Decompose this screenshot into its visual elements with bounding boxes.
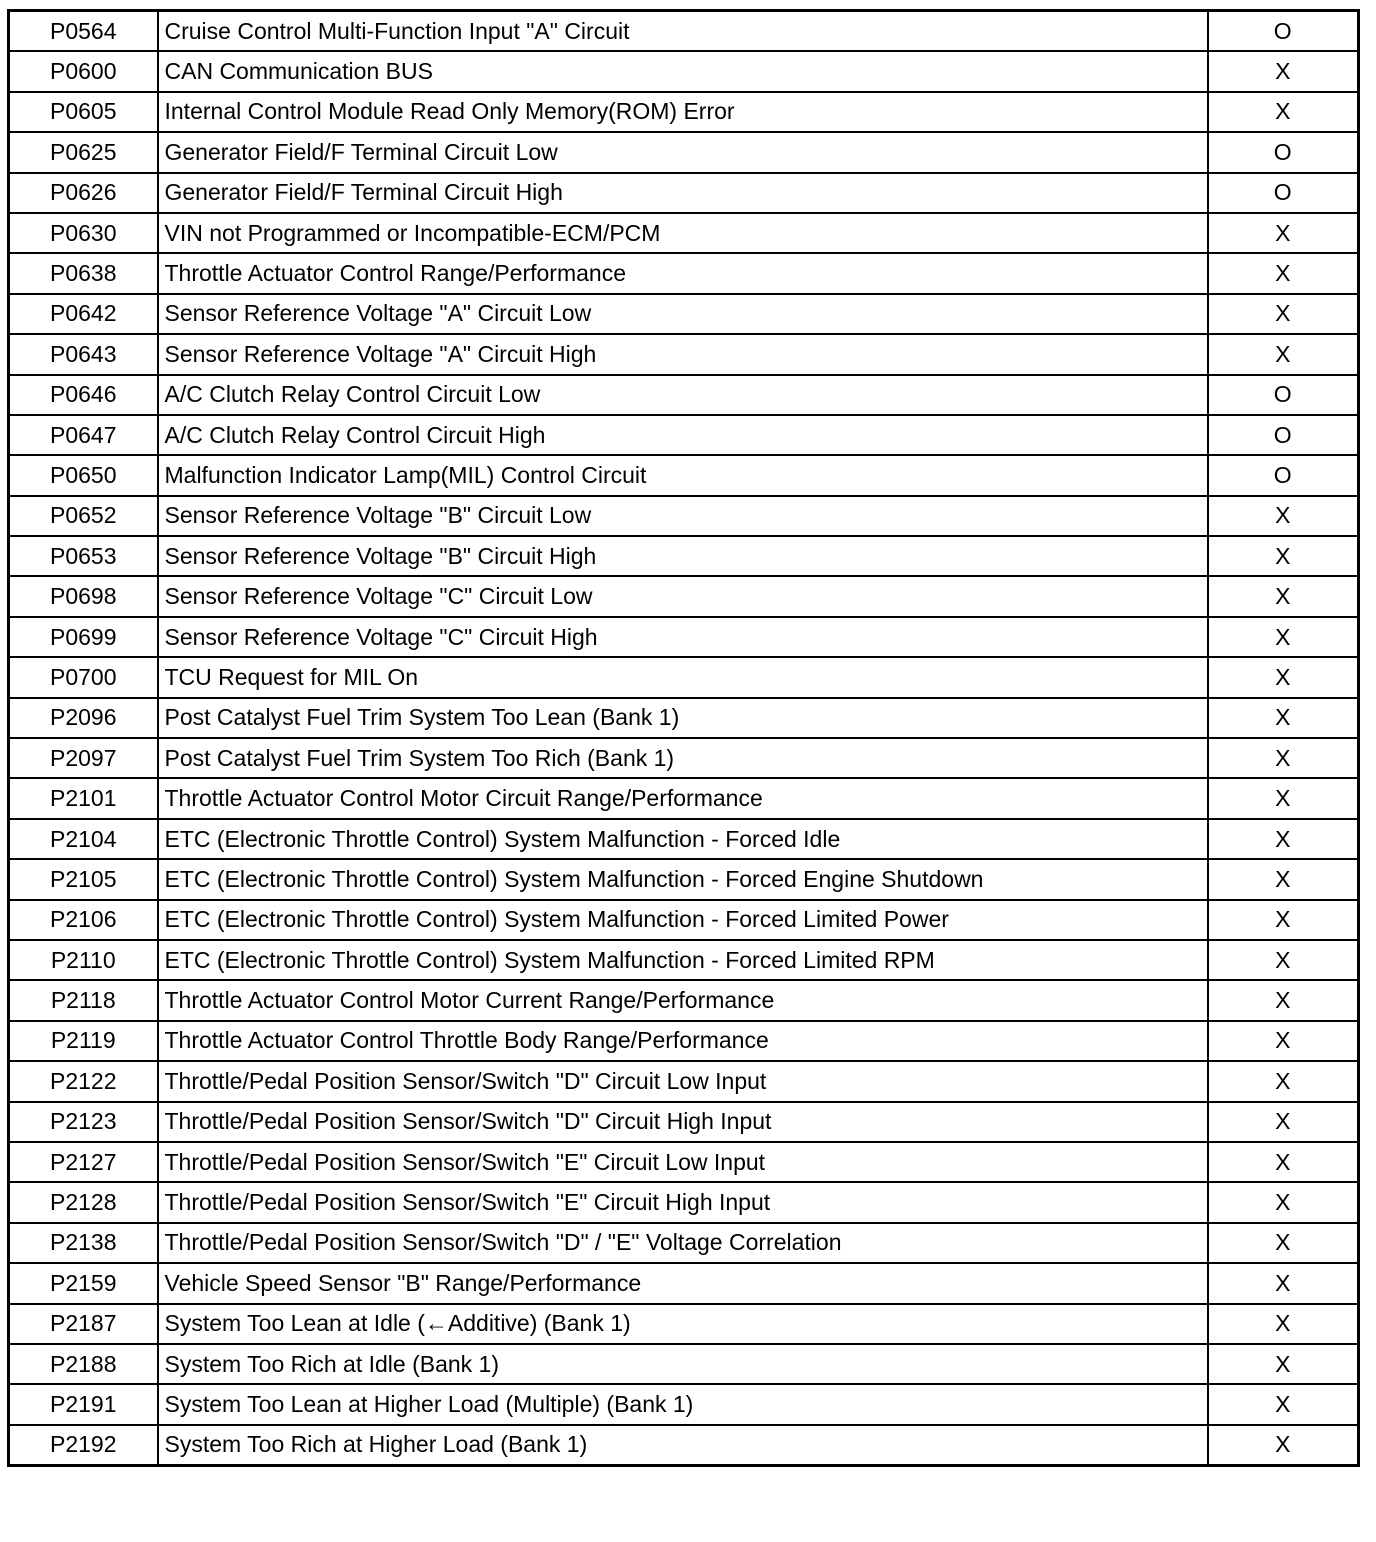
dtc-flag-cell: X bbox=[1208, 496, 1359, 536]
dtc-description-cell: Throttle/Pedal Position Sensor/Switch "D" / "E" Voltage Correlation bbox=[158, 1223, 1208, 1263]
dtc-flag-cell: X bbox=[1208, 1182, 1359, 1222]
dtc-flag-cell: O bbox=[1208, 173, 1359, 213]
table-row bbox=[9, 1102, 1359, 1142]
dtc-flag-cell: X bbox=[1208, 1021, 1359, 1061]
dtc-description-cell: ETC (Electronic Throttle Control) System Malfunction - Forced Limited Power bbox=[158, 900, 1208, 940]
dtc-flag-cell: O bbox=[1208, 375, 1359, 415]
table-row bbox=[9, 900, 1359, 940]
dtc-description-cell: CAN Communication BUS bbox=[158, 51, 1208, 91]
dtc-code-cell: P2105 bbox=[9, 859, 158, 899]
dtc-flag-cell: X bbox=[1208, 213, 1359, 253]
table-row bbox=[9, 698, 1359, 738]
dtc-description-cell: System Too Lean at Higher Load (Multiple) (Bank 1) bbox=[158, 1384, 1208, 1424]
dtc-code-cell: P0626 bbox=[9, 173, 158, 213]
dtc-description-cell: Throttle Actuator Control Motor Circuit Range/Performance bbox=[158, 778, 1208, 818]
dtc-code-cell: P0642 bbox=[9, 294, 158, 334]
table-row bbox=[9, 334, 1359, 374]
dtc-flag-cell: X bbox=[1208, 536, 1359, 576]
table-row bbox=[9, 738, 1359, 778]
dtc-code-cell: P0600 bbox=[9, 51, 158, 91]
dtc-code-cell: P2104 bbox=[9, 819, 158, 859]
dtc-code-cell: P2138 bbox=[9, 1223, 158, 1263]
table-row bbox=[9, 1142, 1359, 1182]
dtc-flag-cell: X bbox=[1208, 1223, 1359, 1263]
table-row bbox=[9, 1021, 1359, 1061]
dtc-code-cell: P2191 bbox=[9, 1384, 158, 1424]
dtc-description-cell: System Too Rich at Higher Load (Bank 1) bbox=[158, 1425, 1208, 1466]
dtc-code-cell: P2128 bbox=[9, 1182, 158, 1222]
table-row bbox=[9, 213, 1359, 253]
dtc-code-cell: P2101 bbox=[9, 778, 158, 818]
dtc-flag-cell: X bbox=[1208, 92, 1359, 132]
dtc-code-cell: P0625 bbox=[9, 132, 158, 172]
dtc-code-cell: P0638 bbox=[9, 253, 158, 293]
dtc-description-cell: VIN not Programmed or Incompatible-ECM/PCM bbox=[158, 213, 1208, 253]
dtc-code-cell: P2188 bbox=[9, 1344, 158, 1384]
dtc-flag-cell: X bbox=[1208, 1344, 1359, 1384]
dtc-code-cell: P2106 bbox=[9, 900, 158, 940]
dtc-description-cell: A/C Clutch Relay Control Circuit Low bbox=[158, 375, 1208, 415]
dtc-flag-cell: X bbox=[1208, 1263, 1359, 1303]
dtc-table bbox=[7, 9, 1360, 1467]
table-row bbox=[9, 415, 1359, 455]
dtc-flag-cell: X bbox=[1208, 253, 1359, 293]
dtc-description-cell: Sensor Reference Voltage "A" Circuit High bbox=[158, 334, 1208, 374]
dtc-flag-cell: X bbox=[1208, 738, 1359, 778]
dtc-flag-cell: X bbox=[1208, 576, 1359, 616]
dtc-description-cell: ETC (Electronic Throttle Control) System Malfunction - Forced Idle bbox=[158, 819, 1208, 859]
table-row bbox=[9, 1384, 1359, 1424]
dtc-code-cell: P2119 bbox=[9, 1021, 158, 1061]
table-row bbox=[9, 1425, 1359, 1466]
dtc-flag-cell: O bbox=[1208, 11, 1359, 52]
dtc-code-cell: P2118 bbox=[9, 980, 158, 1020]
dtc-description-cell: Post Catalyst Fuel Trim System Too Lean (Bank 1) bbox=[158, 698, 1208, 738]
dtc-description-cell: Generator Field/F Terminal Circuit High bbox=[158, 173, 1208, 213]
dtc-description-cell: Generator Field/F Terminal Circuit Low bbox=[158, 132, 1208, 172]
table-row bbox=[9, 375, 1359, 415]
dtc-description-cell: Sensor Reference Voltage "C" Circuit Low bbox=[158, 576, 1208, 616]
dtc-description-cell: Throttle/Pedal Position Sensor/Switch "D" Circuit Low Input bbox=[158, 1061, 1208, 1101]
dtc-description-cell: System Too Lean at Idle (←Additive) (Bank 1) bbox=[158, 1304, 1208, 1344]
table-row bbox=[9, 819, 1359, 859]
table-row bbox=[9, 294, 1359, 334]
dtc-description-cell: Sensor Reference Voltage "B" Circuit Low bbox=[158, 496, 1208, 536]
dtc-flag-cell: X bbox=[1208, 1425, 1359, 1466]
dtc-flag-cell: X bbox=[1208, 940, 1359, 980]
dtc-code-cell: P2192 bbox=[9, 1425, 158, 1466]
dtc-description-cell: ETC (Electronic Throttle Control) System Malfunction - Forced Limited RPM bbox=[158, 940, 1208, 980]
dtc-description-cell: Internal Control Module Read Only Memory(ROM) Error bbox=[158, 92, 1208, 132]
dtc-flag-cell: X bbox=[1208, 1142, 1359, 1182]
dtc-flag-cell: O bbox=[1208, 415, 1359, 455]
dtc-code-cell: P2097 bbox=[9, 738, 158, 778]
dtc-flag-cell: X bbox=[1208, 980, 1359, 1020]
dtc-description-cell: Sensor Reference Voltage "A" Circuit Low bbox=[158, 294, 1208, 334]
dtc-flag-cell: X bbox=[1208, 1102, 1359, 1142]
dtc-description-cell: System Too Rich at Idle (Bank 1) bbox=[158, 1344, 1208, 1384]
dtc-description-cell: Cruise Control Multi-Function Input "A" Circuit bbox=[158, 11, 1208, 52]
table-row bbox=[9, 455, 1359, 495]
table-row bbox=[9, 92, 1359, 132]
dtc-code-cell: P2159 bbox=[9, 1263, 158, 1303]
dtc-flag-cell: X bbox=[1208, 334, 1359, 374]
dtc-code-cell: P0605 bbox=[9, 92, 158, 132]
dtc-flag-cell: O bbox=[1208, 455, 1359, 495]
table-row bbox=[9, 859, 1359, 899]
dtc-code-cell: P2123 bbox=[9, 1102, 158, 1142]
dtc-description-cell: Throttle Actuator Control Motor Current Range/Performance bbox=[158, 980, 1208, 1020]
dtc-table-body bbox=[9, 11, 1359, 1466]
table-row bbox=[9, 1263, 1359, 1303]
table-row bbox=[9, 1182, 1359, 1222]
table-row bbox=[9, 536, 1359, 576]
table-row bbox=[9, 51, 1359, 91]
table-row bbox=[9, 11, 1359, 52]
dtc-description-cell: A/C Clutch Relay Control Circuit High bbox=[158, 415, 1208, 455]
dtc-flag-cell: X bbox=[1208, 1061, 1359, 1101]
dtc-description-cell: Throttle/Pedal Position Sensor/Switch "E" Circuit Low Input bbox=[158, 1142, 1208, 1182]
dtc-description-cell: Sensor Reference Voltage "C" Circuit High bbox=[158, 617, 1208, 657]
table-row bbox=[9, 496, 1359, 536]
dtc-description-cell: Throttle/Pedal Position Sensor/Switch "D" Circuit High Input bbox=[158, 1102, 1208, 1142]
dtc-code-cell: P0698 bbox=[9, 576, 158, 616]
dtc-description-cell: Malfunction Indicator Lamp(MIL) Control Circuit bbox=[158, 455, 1208, 495]
dtc-flag-cell: O bbox=[1208, 132, 1359, 172]
table-row bbox=[9, 132, 1359, 172]
dtc-flag-cell: X bbox=[1208, 778, 1359, 818]
dtc-code-cell: P2122 bbox=[9, 1061, 158, 1101]
dtc-description-cell: Throttle Actuator Control Throttle Body Range/Performance bbox=[158, 1021, 1208, 1061]
dtc-description-cell: TCU Request for MIL On bbox=[158, 657, 1208, 697]
dtc-code-cell: P0650 bbox=[9, 455, 158, 495]
dtc-code-cell: P0630 bbox=[9, 213, 158, 253]
dtc-code-cell: P0643 bbox=[9, 334, 158, 374]
table-row bbox=[9, 173, 1359, 213]
dtc-flag-cell: X bbox=[1208, 294, 1359, 334]
table-row bbox=[9, 1223, 1359, 1263]
table-row bbox=[9, 1344, 1359, 1384]
dtc-flag-cell: X bbox=[1208, 657, 1359, 697]
dtc-code-cell: P0652 bbox=[9, 496, 158, 536]
dtc-description-cell: Throttle/Pedal Position Sensor/Switch "E" Circuit High Input bbox=[158, 1182, 1208, 1222]
table-row bbox=[9, 1304, 1359, 1344]
table-row bbox=[9, 617, 1359, 657]
table-row bbox=[9, 980, 1359, 1020]
dtc-code-cell: P2127 bbox=[9, 1142, 158, 1182]
dtc-flag-cell: X bbox=[1208, 819, 1359, 859]
table-row bbox=[9, 657, 1359, 697]
dtc-flag-cell: X bbox=[1208, 617, 1359, 657]
dtc-flag-cell: X bbox=[1208, 1304, 1359, 1344]
dtc-flag-cell: X bbox=[1208, 1384, 1359, 1424]
table-row bbox=[9, 778, 1359, 818]
dtc-flag-cell: X bbox=[1208, 51, 1359, 91]
table-row bbox=[9, 940, 1359, 980]
dtc-code-cell: P0646 bbox=[9, 375, 158, 415]
dtc-code-cell: P0653 bbox=[9, 536, 158, 576]
dtc-description-cell: Sensor Reference Voltage "B" Circuit High bbox=[158, 536, 1208, 576]
dtc-code-cell: P0647 bbox=[9, 415, 158, 455]
dtc-code-cell: P0700 bbox=[9, 657, 158, 697]
dtc-code-cell: P2110 bbox=[9, 940, 158, 980]
dtc-description-cell: ETC (Electronic Throttle Control) System Malfunction - Forced Engine Shutdown bbox=[158, 859, 1208, 899]
dtc-description-cell: Throttle Actuator Control Range/Performance bbox=[158, 253, 1208, 293]
table-row bbox=[9, 1061, 1359, 1101]
dtc-flag-cell: X bbox=[1208, 859, 1359, 899]
dtc-code-cell: P2096 bbox=[9, 698, 158, 738]
dtc-flag-cell: X bbox=[1208, 698, 1359, 738]
dtc-description-cell: Post Catalyst Fuel Trim System Too Rich (Bank 1) bbox=[158, 738, 1208, 778]
table-row bbox=[9, 253, 1359, 293]
dtc-code-cell: P0699 bbox=[9, 617, 158, 657]
dtc-description-cell: Vehicle Speed Sensor "B" Range/Performance bbox=[158, 1263, 1208, 1303]
table-row bbox=[9, 576, 1359, 616]
dtc-flag-cell: X bbox=[1208, 900, 1359, 940]
dtc-code-cell: P0564 bbox=[9, 11, 158, 52]
dtc-code-cell: P2187 bbox=[9, 1304, 158, 1344]
